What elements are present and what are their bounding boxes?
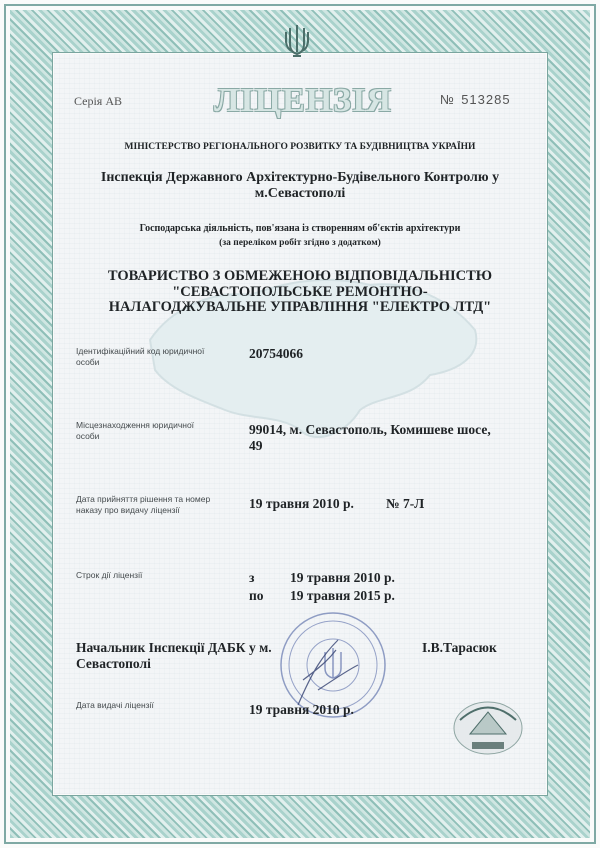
hologram-emblem [446, 690, 530, 760]
trident-icon [282, 22, 312, 62]
series-label: Серія АВ [74, 94, 122, 108]
term-from-word: з [249, 570, 255, 585]
ministry-name: МІНІСТЕРСТВО РЕГІОНАЛЬНОГО РОЗВИТКУ ТА БУДІВНИЦТВА УКРАЇНИ [124, 142, 476, 152]
decision-label: Дата прийняття рішення та номер наказу про видачу ліцензії [76, 494, 211, 515]
number-prefix: № [440, 92, 454, 107]
issue-date-value: 19 травня 2010 р. [249, 702, 354, 717]
signatory-position: Начальник Інспекції ДАБК у м. Севастополі [76, 640, 272, 671]
activity-type: Господарська діяльність, пов'язана із створенням об'єктів архітектури [139, 223, 461, 234]
term-label: Строк дії ліцензії [76, 570, 143, 580]
term-to-date: 19 травня 2015 р. [290, 588, 395, 603]
id-code-label: Ідентифікаційний код юридичної особи [76, 346, 205, 367]
term-to-word: по [249, 588, 264, 603]
signatory-name: І.В.Тарасюк [422, 640, 497, 655]
issue-date-label: Дата видачі ліцензії [76, 700, 154, 710]
activity-note: (за переліком робіт згідно з додатком) [219, 238, 381, 248]
number-value: 513285 [461, 92, 511, 107]
inspection-name: Інспекція Державного Архітектурно-Будівельного Контролю у м.Севастополі [100, 170, 500, 201]
location-label: Місцезнаходження юридичної особи [76, 420, 195, 441]
id-code-value: 20754066 [249, 346, 303, 361]
decision-number: № 7-Л [386, 496, 425, 511]
location-value: 99014, м. Севастополь, Комишеве шосе, 49 [249, 422, 491, 453]
term-from-date: 19 травня 2010 р. [290, 570, 395, 585]
license-number [440, 92, 511, 107]
decision-date: 19 травня 2010 р. [249, 496, 354, 511]
document-title: ЛІЦЕНЗІЯ [214, 82, 392, 119]
company-name: ТОВАРИСТВО З ОБМЕЖЕНОЮ ВІДПОВІДАЛЬНІСТЮ "СЕВАСТОПОЛЬСЬКЕ РЕМОНТНО-НАЛАГОДЖУВАЛЬНЕ УПРАВЛІННЯ "ЕЛЕКТРО ЛТД" [107, 268, 493, 315]
